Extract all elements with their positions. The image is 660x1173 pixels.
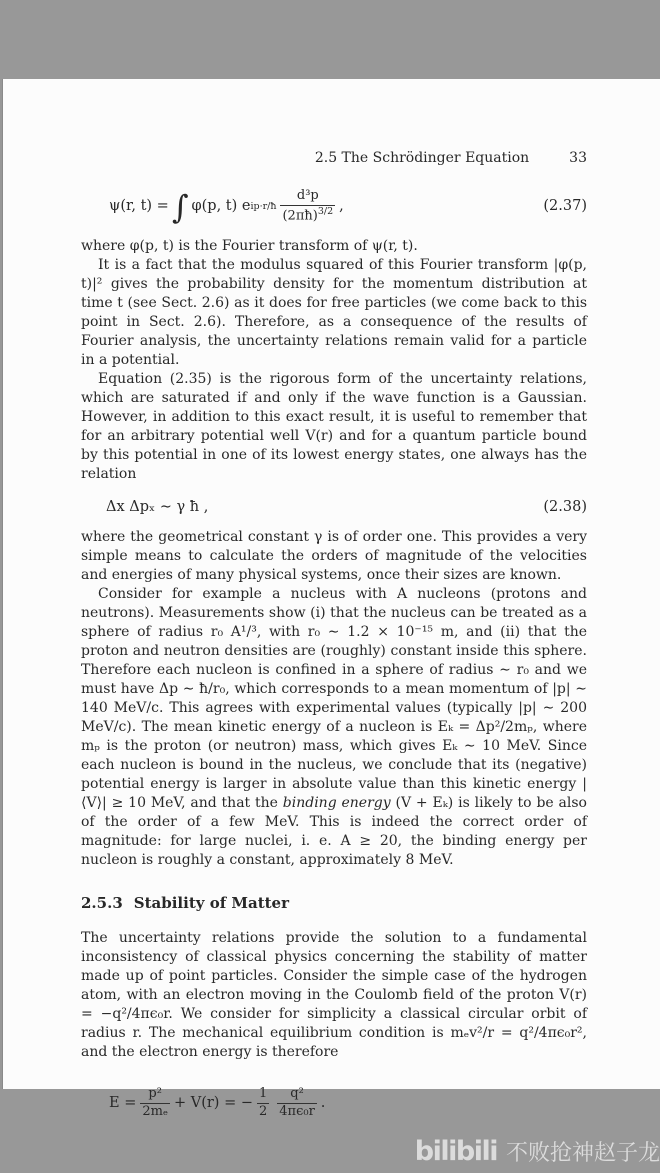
eq237-den-base: (2πħ) xyxy=(282,208,318,224)
binding-energy-emphasis: binding energy xyxy=(282,795,391,812)
eq237-fraction-numerator: d³p xyxy=(296,188,319,203)
one-half-numerator: 1 xyxy=(258,1086,268,1102)
paragraph-geometrical-constant: where the geometrical constant γ is of order one. This provides a very simple means to calculate the orders of magnitude of the velocities and energies of many physical systems, once their sizes are known. xyxy=(81,529,587,584)
paragraph-rigorous-form: Equation (2.35) is the rigorous form of the uncertainty relations, which are saturated if and only if the wave function is a Gaussian. However, in addition to this exact result, it is useful to remember that for an arbitrary potential well V(r) and for a quantum particle bound by this potential in one of its lowest energy states, one always has the relation xyxy=(81,371,587,483)
watermark-username: 不败抢神赵子龙 xyxy=(505,1141,660,1166)
eq237-lhs: ψ(r, t) = xyxy=(109,198,169,215)
coulomb-numerator: q² xyxy=(290,1086,304,1102)
energy-tail: . xyxy=(320,1095,326,1111)
equation-2-37 xyxy=(81,188,587,225)
section-heading-2-5-3 xyxy=(81,894,587,912)
header-section-title: 2.5 The Schrödinger Equation xyxy=(314,150,530,166)
page-number: 33 xyxy=(569,150,587,166)
paragraph-nucleus-example xyxy=(81,585,587,870)
equation-2-38-body: Δx Δpₓ ∼ γ ħ , xyxy=(106,499,209,516)
eq237-integrand: φ(p, t) e xyxy=(191,198,251,215)
energy-middle: + V(r) = − xyxy=(173,1095,253,1111)
equation-electron-energy xyxy=(81,1086,587,1121)
equation-2-38 xyxy=(81,498,587,517)
spacer xyxy=(81,1062,587,1071)
equation-2-37-body xyxy=(109,188,344,225)
eq237-den-exponent: 3/2 xyxy=(317,205,334,217)
equation-electron-energy-body xyxy=(109,1086,325,1121)
bilibili-logo: bilibili xyxy=(414,1136,497,1167)
eq237-tail: , xyxy=(339,198,344,215)
one-half-fraction xyxy=(257,1086,269,1121)
coulomb-denominator: 4πϵ₀r xyxy=(279,1104,315,1119)
one-half-denominator: 2 xyxy=(258,1104,268,1119)
eq237-fraction xyxy=(280,188,335,225)
eq237-fraction-denominator xyxy=(280,205,335,225)
eq237-exponent: ip·r/ħ xyxy=(250,201,277,213)
paragraph-modulus-squared: It is a fact that the modulus squared of this Fourier transform |φ(p, t)|² gives the probability density for the momentum distribution at time t (see Sect. 2.6) as it does for free particles (we come back to this point in Sect. 2.6). Therefore, as a consequence of the results of Fourier analysis, the uncertainty relations remain valid for a particle in a potential. xyxy=(81,257,587,369)
equation-2-38-label: (2.38) xyxy=(543,499,587,516)
paragraph-fourier-transform: where φ(p, t) is the Fourier transform of ψ(r, t). xyxy=(81,238,418,255)
nucleus-text-end: (V + Eₖ) is likely to be also of the order of a few MeV. This is indeed the correct order of magnitude: for large nuclei, i. e. A ≥ 20, the binding energy per nucleon is roughly a constant, approximately 8 MeV. xyxy=(81,795,587,869)
integral-icon: ∫ xyxy=(171,188,189,227)
running-header xyxy=(81,149,587,168)
kinetic-fraction xyxy=(140,1086,170,1121)
equation-2-37-label: (2.37) xyxy=(543,198,587,215)
section-title: Stability of Matter xyxy=(133,894,290,913)
nucleus-text-start: Consider for example a nucleus with A nucleons (protons and neutrons). Measurements show (i) that the nucleus can be treated as a sphere of radius r₀ A¹/³, with r₀ ∼ 1.2 × 10⁻¹⁵ m, and (ii) that the proton and neutron densities are (roughly) constant inside this sphere. Therefore each nucleon is confined in a sphere of radius ∼ r₀ and we must have Δp ∼ ħ/r₀, which corresponds to a mean momentum of |p| ∼ 140 MeV/c. This agrees with experimental values (typically |p| ∼ 200 MeV/c). The mean kinetic energy of a nucleon is Eₖ = Δp²/2mₚ, where mₚ is the proton (or neutron) mass, which gives Eₖ ∼ 10 MeV. Since each nucleon is bound in the nucleus, we conclude that its (negative) potential energy is larger in absolute value than this kinetic energy |⟨V⟩| ≥ 10 MeV, and that the xyxy=(81,586,587,812)
paragraph-stability-of-matter: The uncertainty relations provide the solution to a fundamental inconsistency of classical physics concerning the stability of matter made up of point particles. Consider the simple case of the hydrogen atom, with an electron moving in the Coulomb field of the proton V(r) = −q²/4πϵ₀r. We consider for simplicity a classical circular orbit of radius r. The mechanical equilibrium condition is mₑv²/r = q²/4πϵ₀r², and the electron energy is therefore xyxy=(81,930,587,1061)
bilibili-watermark xyxy=(415,1136,660,1167)
book-page xyxy=(2,79,660,1119)
kinetic-numerator: p² xyxy=(148,1086,162,1102)
kinetic-denominator: 2mₑ xyxy=(142,1104,168,1119)
section-number: 2.5.3 xyxy=(81,894,123,913)
energy-lhs: E = xyxy=(109,1095,137,1111)
coulomb-fraction xyxy=(277,1086,317,1121)
